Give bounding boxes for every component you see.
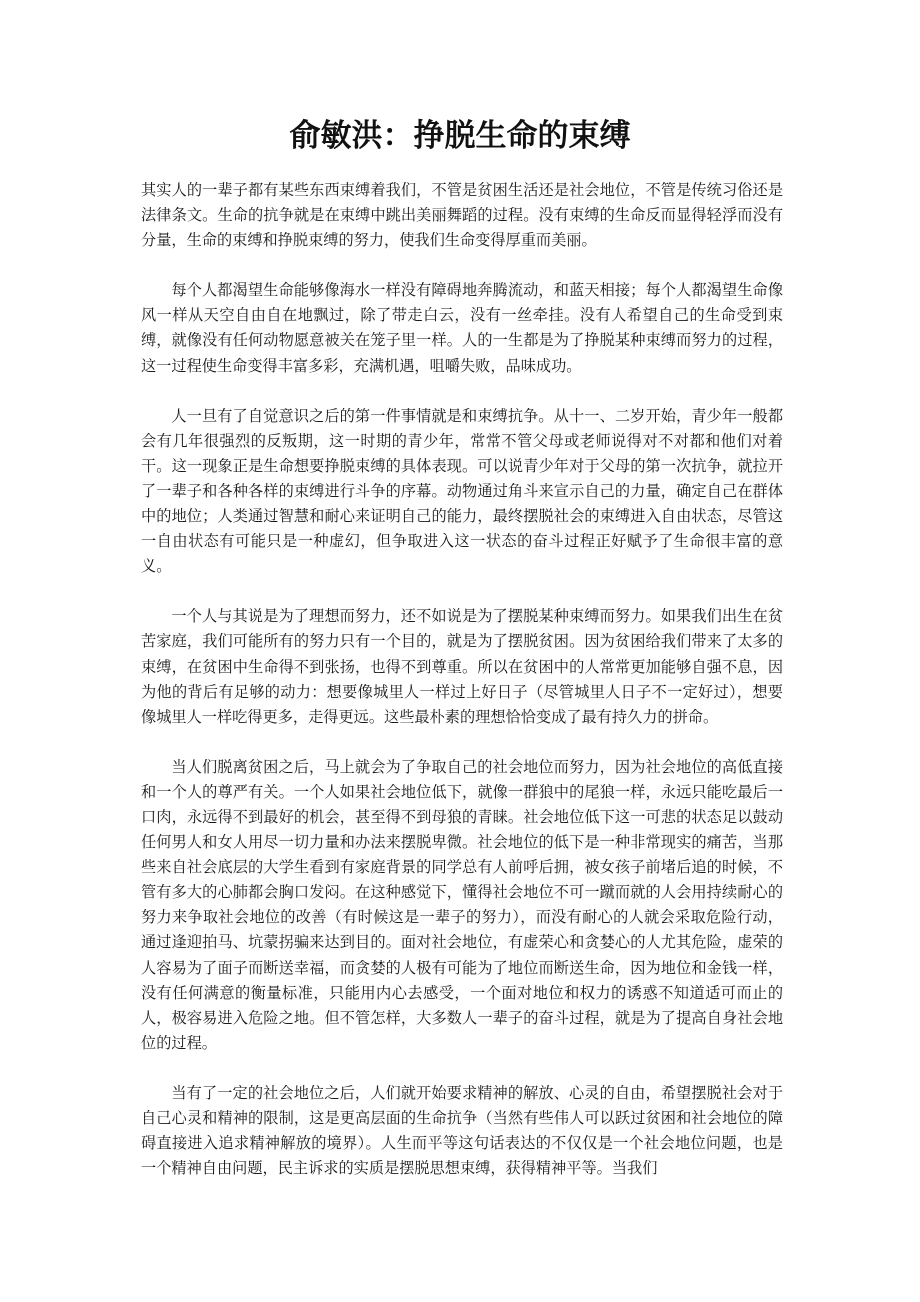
paragraph-2: 每个人都渴望生命能够像海水一样没有障碍地奔腾流动，和蓝天相接；每个人都渴望生命像风一样从天空自由自在地飘过，除了带走白云，没有一丝牵挂。没有人希望自己的生命受到束缚，就像没有任何动物愿意被关在笼子里一样。人的一生都是为了挣脱某种束缚而努力的过程，这一过程使生命变得丰富多彩，充满机遇，咀嚼失败，品味成功。: [141, 281, 783, 375]
document-title: 俞敏洪：挣脱生命的束缚: [289, 118, 631, 154]
paragraph-intro: 其实人的一辈子都有某些东西束缚着我们，不管是贫困生活还是社会地位，不管是传统习俗还是法律条文。生命的抗争就是在束缚中跳出美丽舞蹈的过程。没有束缚的生命反而显得轻浮而没有分量，生命的束缚和挣脱束缚的努力，使我们生命变得厚重而美丽。: [141, 181, 783, 250]
document-body: [141, 178, 783, 1206]
paragraph-5: 当人们脱离贫困之后，马上就会为了争取自己的社会地位而努力，因为社会地位的高低直接和一个人的尊严有关。一个人如果社会地位低下，就像一群狼中的尾狼一样，永远只能吃最后一口肉，永远得不到最好的机会，甚至得不到母狼的青睐。社会地位低下这一可悲的状态足以鼓动任何男人和女人用尽一切力量和办法来摆脱卑微。社会地位的低下是一种非常现实的痛苦，当那些来自社会底层的大学生看到有家庭背景的同学总有人前呼后拥，被女孩子前堵后追的时候，不管有多大的心肺都会胸口发闷。在这种感觉下，懂得社会地位不可一蹴而就的人会用持续耐心的努力来争取社会地位的改善（有时候这是一辈子的努力），而没有耐心的人就会采取危险行动，通过逢迎拍马、坑蒙拐骗来达到目的。面对社会地位，有虚荣心和贪婪心的人尤其危险，虚荣的人容易为了面子而断送幸福，而贪婪的人极有可能为了地位而断送生命，因为地位和金钱一样，没有任何满意的衡量标准，只能用内心去感受，一个面对地位和权力的诱惑不知道适可而止的人，极容易进入危险之地。但不管怎样，大多数人一辈子的奋斗过程，就是为了提高自身社会地位的过程。: [141, 757, 783, 1052]
paragraph-4: 一个人与其说是为了理想而努力，还不如说是为了摆脱某种束缚而努力。如果我们出生在贫苦家庭，我们可能所有的努力只有一个目的，就是为了摆脱贫困。因为贫困给我们带来了太多的束缚，在贫困中生命得不到张扬，也得不到尊重。所以在贫困中的人常常更加能够自强不息，因为他的背后有足够的动力：想要像城里人一样过上好日子（尽管城里人日子不一定好过），想要像城里人一样吃得更多，走得更远。这些最朴素的理想恰恰变成了最有持久力的拼命。: [141, 607, 783, 726]
paragraph-3: 人一旦有了自觉意识之后的第一件事情就是和束缚抗争。从十一、二岁开始，青少年一般都会有几年很强烈的反叛期，这一时期的青少年，常常不管父母或老师说得对不对都和他们对着干。这一现象正是生命想要挣脱束缚的具体表现。可以说青少年对于父母的第一次抗争，就拉开了一辈子和各种各样的束缚进行斗争的序幕。动物通过角斗来宣示自己的力量，确定自己在群体中的地位；人类通过智慧和耐心来证明自己的能力，最终摆脱社会的束缚进入自由状态，尽管这一自由状态有可能只是一种虚幻，但争取进入这一状态的奋斗过程正好赋予了生命很丰富的意义。: [141, 406, 783, 576]
paragraph-6: 当有了一定的社会地位之后，人们就开始要求精神的解放、心灵的自由，希望摆脱社会对于自己心灵和精神的限制，这是更高层面的生命抗争（当然有些伟人可以跃过贫困和社会地位的障碍直接进入追求精神解放的境界）。人生而平等这句话表达的不仅仅是一个社会地位问题，也是一个精神自由问题，民主诉求的实质是摆脱思想束缚，获得精神平等。当我们: [141, 1083, 783, 1178]
